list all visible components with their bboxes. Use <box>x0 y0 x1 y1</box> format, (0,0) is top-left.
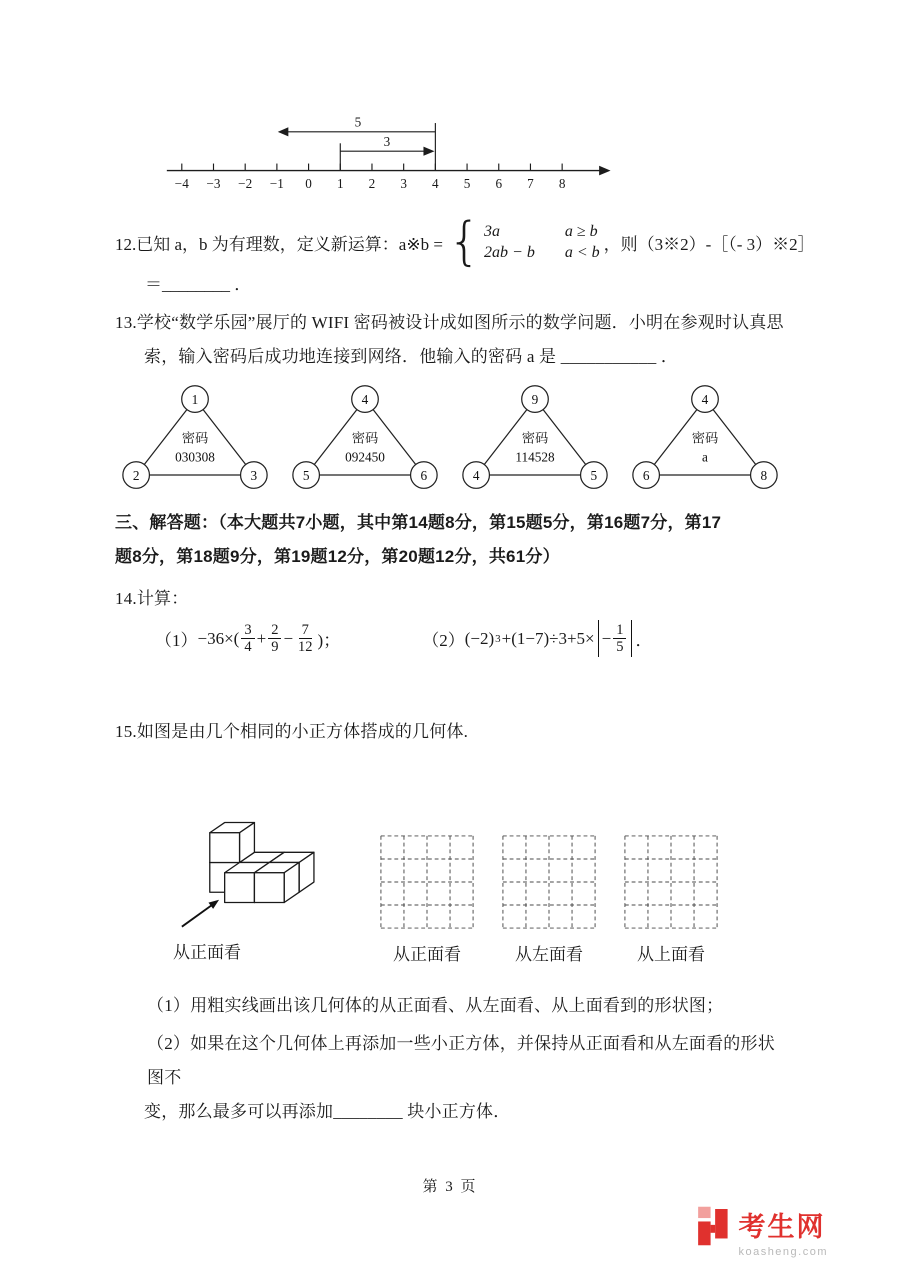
password-triangles <box>119 382 792 494</box>
section-3-line2: 题8分，第18题9分，第19题12分，第20题12分，共61分） <box>115 546 560 566</box>
q14-part2-expression <box>422 620 652 657</box>
q15-part2-line1: （2）如果在这个几何体上再添加一些小正方体，并保持从正面看和从左面看的形状图不 <box>147 1034 775 1088</box>
operator: − <box>283 628 294 648</box>
q15-figure-row <box>167 761 792 965</box>
left-view-label: 从左面看 <box>515 945 583 965</box>
vertex-right: 8 <box>760 467 768 483</box>
tick-label: 0 <box>305 176 312 192</box>
q14-p1-pre: −36×( <box>197 628 240 648</box>
question-15 <box>115 715 792 1129</box>
operator: + <box>256 628 267 648</box>
solid-view-label: 从正面看 <box>173 943 241 963</box>
vertex-left: 2 <box>132 467 140 483</box>
password-code: a <box>702 449 708 465</box>
vertex-top: 9 <box>531 391 539 407</box>
q12-answer-blank: ＝________ ． <box>145 274 252 294</box>
q14-title: 14.计算： <box>115 588 189 608</box>
section-3-heading <box>115 506 792 574</box>
tick-label: 8 <box>558 176 566 192</box>
number-line-svg <box>159 116 614 197</box>
case1-condition: a ≥ b <box>564 222 598 240</box>
q12-text-pre: 12.已知 a，b 为有理数，定义新运算：a※b = <box>115 234 443 254</box>
case1-expression: 3a <box>484 222 501 240</box>
q14-p2-label: （2） <box>422 631 465 651</box>
tick-label: 2 <box>368 176 376 192</box>
axis-arrowhead <box>599 166 610 176</box>
exponent: 3 <box>495 632 501 645</box>
password-label: 密码 <box>351 430 379 446</box>
tick-label: −4 <box>174 176 189 192</box>
question-14 <box>115 582 792 657</box>
top-view-label: 从上面看 <box>637 945 705 965</box>
password-code: 114528 <box>515 449 555 465</box>
tick-label: 3 <box>400 176 407 192</box>
watermark-text <box>738 1205 828 1258</box>
password-triangle-4 <box>629 382 781 494</box>
vertex-top: 4 <box>361 391 369 407</box>
q12-text-post: ，则（3※2）-［（- 3）※2］ <box>603 234 815 254</box>
fraction: $\frac{2}{9}$ <box>268 622 281 655</box>
dashed-grid-svg <box>501 834 597 930</box>
cube-solid-svg <box>167 761 353 938</box>
kaosheng-logo-icon <box>697 1205 731 1247</box>
vertex-right: 5 <box>590 467 598 483</box>
upper-arrowhead <box>278 127 289 136</box>
vertex-left: 4 <box>472 467 480 483</box>
q15-part1-text: （1）用粗实线画出该几何体的从正面看、从左面看、从上面看到的形状图； <box>147 996 724 1016</box>
front-view-grid <box>379 834 475 965</box>
tick-label: −2 <box>238 176 253 192</box>
password-label: 密码 <box>181 430 209 446</box>
section-3-line1: 三、解答题：（本大题共7小题，其中第14题8分，第15题5分，第16题7分，第17 <box>115 512 722 532</box>
case2-condition: a < b <box>564 243 600 261</box>
upper-span-label: 5 <box>354 116 362 130</box>
question-12 <box>115 212 815 300</box>
front-view-label: 从正面看 <box>393 945 461 965</box>
q14-part1-expression <box>155 622 340 655</box>
top-view-grid <box>623 834 719 965</box>
q14-p2-post: ． <box>635 631 653 651</box>
dashed-grid-svg <box>379 834 475 930</box>
q14-p2-mid: +(1−7)÷3+5× <box>501 628 595 648</box>
piecewise-cases <box>484 223 600 262</box>
cube-solid-figure <box>167 761 353 965</box>
tick-label: 7 <box>527 176 534 192</box>
password-code: 030308 <box>175 449 215 465</box>
q15-title: 15.如图是由几个相同的小正方体搭成的几何体. <box>115 722 469 742</box>
password-triangle-2 <box>289 382 441 494</box>
q15-part2-line2: 变，那么最多可以再添加________ 块小正方体． <box>144 1102 511 1122</box>
password-triangle-3 <box>459 382 611 494</box>
watermark-site-name: 考生网 <box>738 1212 826 1242</box>
lower-span-label: 3 <box>383 133 391 149</box>
q15-part2 <box>115 1027 792 1129</box>
fraction: $\frac{3}{4}$ <box>241 622 254 655</box>
password-label: 密码 <box>521 430 549 446</box>
tick-label: 6 <box>495 176 503 192</box>
watermark-domain: koasheng.com <box>738 1246 828 1258</box>
left-view-grid <box>501 834 597 965</box>
vertex-top: 1 <box>191 391 199 407</box>
vertex-left: 6 <box>642 467 650 483</box>
q13-text-line2: 索，输入密码后成功地连接到网络．他输入的密码 a 是 ___________ ． <box>144 346 679 366</box>
password-code: 092450 <box>345 449 385 465</box>
lower-arrowhead <box>423 147 434 156</box>
password-triangle-1 <box>119 382 271 494</box>
vertex-right: 6 <box>420 467 428 483</box>
q13-text-line1: 13.学校“数学乐园”展厅的 WIFI 密码被设计成如图所示的数学问题．小明在参观时认真思 <box>115 312 784 332</box>
tick-label: 4 <box>432 176 439 192</box>
absolute-value <box>598 620 633 657</box>
number-line-figure <box>159 116 792 197</box>
abs-sign: − <box>601 628 612 648</box>
page-number: 第 3 页 <box>422 1179 478 1195</box>
tick-label: −1 <box>269 176 284 192</box>
dashed-grid-svg <box>623 834 719 930</box>
tick-label: 5 <box>463 176 471 192</box>
case2-expression: 2ab − b <box>484 243 535 261</box>
tick-label: 1 <box>336 176 344 192</box>
fraction: $\frac{7}{12}$ <box>298 621 313 656</box>
password-label: 密码 <box>691 430 719 446</box>
left-brace: { <box>447 212 482 272</box>
vertex-left: 5 <box>302 467 310 483</box>
vertex-right: 3 <box>250 467 258 483</box>
vertex-top: 4 <box>701 391 709 407</box>
q14-p1-post: )； <box>317 631 341 651</box>
site-watermark <box>697 1205 828 1258</box>
tick-label: −3 <box>206 176 221 192</box>
question-13 <box>115 306 792 494</box>
q14-p1-label: （1） <box>155 631 198 651</box>
q14-p2-base: (−2) <box>464 628 495 648</box>
fraction: $\frac{1}{5}$ <box>613 622 626 655</box>
